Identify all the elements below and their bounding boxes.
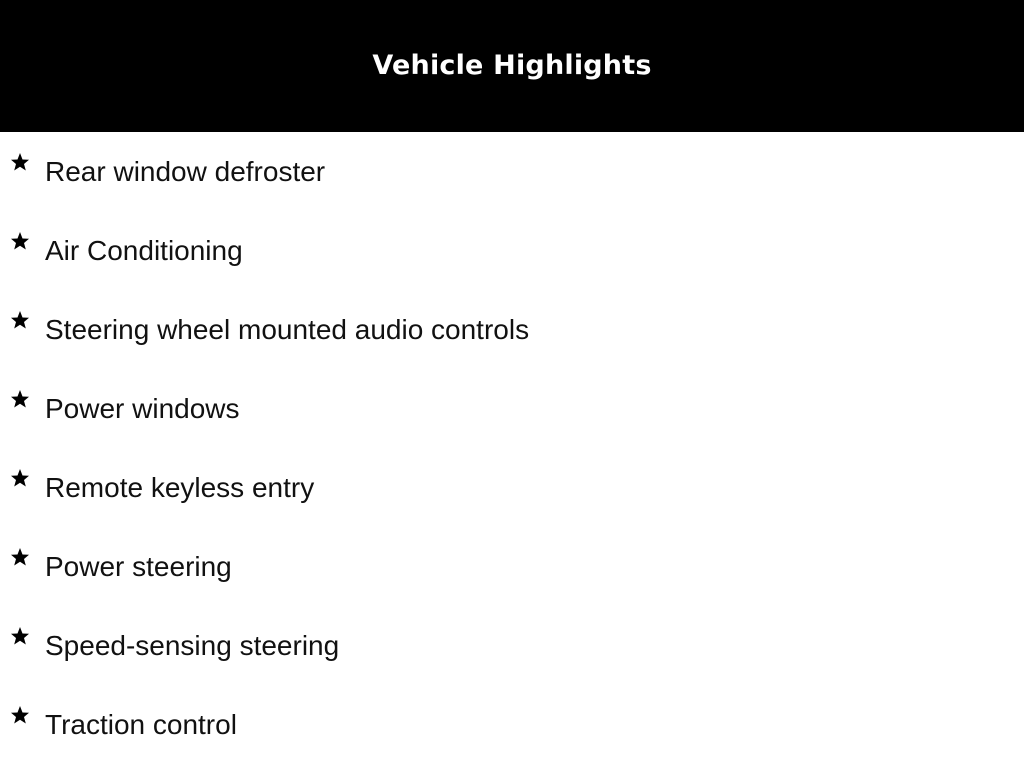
header-bar [0, 0, 1024, 132]
list-item [0, 389, 1024, 429]
list-item-label: Air Conditioning [45, 235, 243, 266]
list-item-label: Power windows [45, 393, 240, 424]
list-item [0, 468, 1024, 508]
list-item-label: Rear window defroster [45, 156, 326, 187]
list-item [0, 310, 1024, 350]
star-icon [10, 626, 30, 646]
list-item [0, 705, 1024, 745]
star-icon [10, 468, 30, 488]
star-icon [10, 705, 30, 725]
list-item-label: Speed-sensing steering [45, 630, 340, 661]
list-item [0, 547, 1024, 587]
star-icon [10, 389, 30, 409]
list-item-label: Steering wheel mounted audio controls [45, 314, 530, 345]
list-item [0, 152, 1024, 192]
star-icon [10, 152, 30, 172]
list-item [0, 231, 1024, 271]
list-item [0, 626, 1024, 666]
star-icon [10, 231, 30, 251]
list-item-label: Traction control [45, 709, 237, 740]
star-icon [10, 310, 30, 330]
page-title: Vehicle Highlights [372, 49, 652, 81]
list-item-label: Remote keyless entry [45, 472, 315, 503]
list-item-label: Power steering [45, 551, 232, 582]
star-icon [10, 547, 30, 567]
